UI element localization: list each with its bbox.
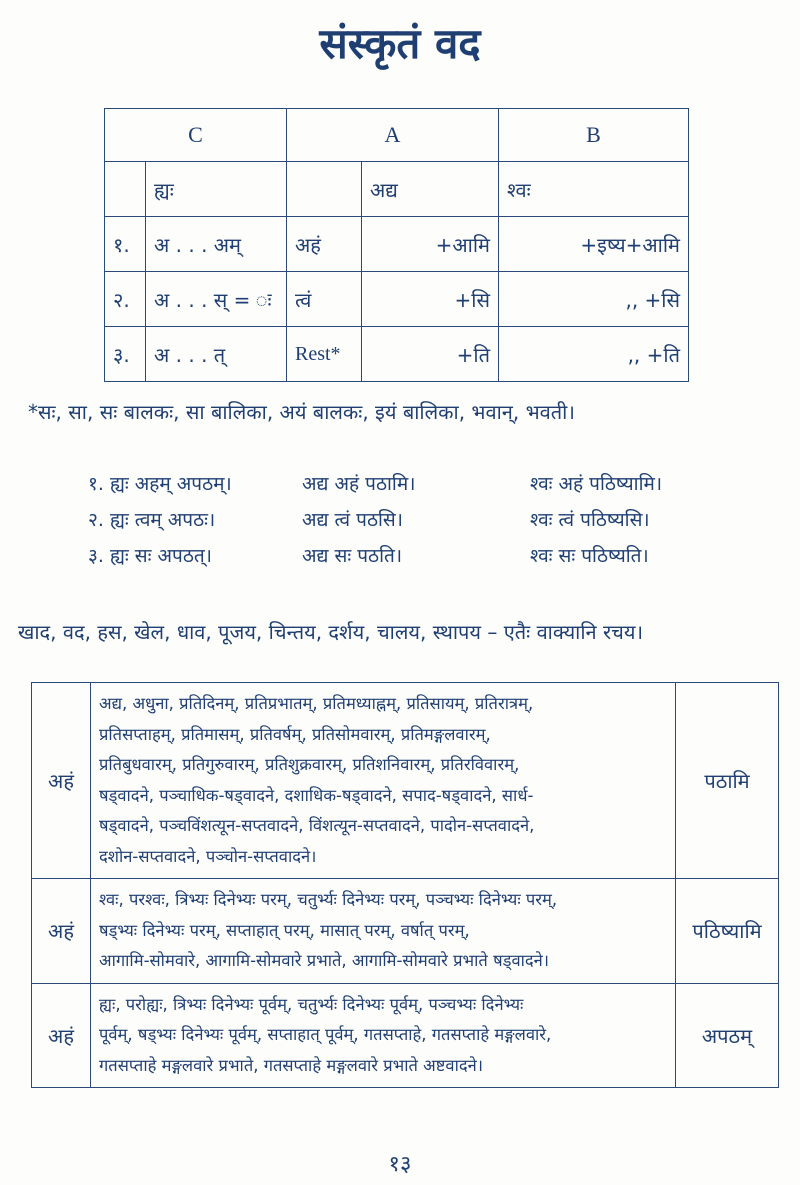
expression-line: पूर्वम्, षड्भ्यः दिनेभ्यः पूर्वम्, सप्ताहात् पूर्वम्, गतसप्ताहे, गतसप्ताहे मङ्गलवारे, [99, 1025, 552, 1044]
present-ending: +ति [362, 327, 499, 382]
time-row-past [32, 983, 779, 1088]
time-row-present [32, 683, 779, 879]
past-ending: अ . . . स् = ः [146, 272, 287, 327]
example-present: अद्य अहं पठामि। [302, 473, 416, 495]
future-ending: ,, +सि [499, 272, 689, 327]
future-ending: +इष्य+आमि [499, 217, 689, 272]
subject: अहं [32, 983, 91, 1088]
conjugation-row [105, 217, 689, 272]
example-row [0, 506, 800, 542]
row-number: २. [105, 272, 146, 327]
expression-line: श्वः, परश्वः, त्रिभ्यः दिनेभ्यः परम्, चतुर्भ्यः दिनेभ्यः परम्, पञ्चभ्यः दिनेभ्यः परम्, [99, 890, 558, 909]
past-label: ह्यः [146, 162, 287, 217]
example-past: १. ह्यः अहम् अपठम्। [88, 473, 232, 495]
example-present: अद्य त्वं पठसि। [302, 509, 403, 531]
conjugation-header-row [105, 109, 689, 162]
example-row [0, 542, 800, 578]
footnote: *सः, सा, सः बालकः, सा बालिका, अयं बालकः, इयं बालिका, भवान्, भवती। [28, 400, 575, 424]
blank-cell [287, 162, 362, 217]
expression-line: प्रतिबुधवारम्, प्रतिगुरुवारम्, प्रतिशुक्रवारम्, प्रतिशनिवारम्, प्रतिरविवारम्, [99, 755, 520, 774]
present-ending: +सि [362, 272, 499, 327]
expression-line: दशोन-सप्तवादने, पञ्चोन-सप्तवादने। [99, 846, 317, 866]
example-future: श्वः अहं पठिष्यामि। [530, 473, 663, 495]
time-row-future [32, 879, 779, 984]
column-b-header: B [499, 109, 689, 162]
subject: अहं [32, 879, 91, 984]
subject: अहं [32, 683, 91, 879]
pronoun: Rest* [287, 327, 362, 382]
conjugation-table [104, 108, 689, 382]
row-number: ३. [105, 327, 146, 382]
verb-form: अपठम् [676, 983, 779, 1088]
present-ending: +आमि [362, 217, 499, 272]
pronoun: अहं [287, 217, 362, 272]
present-label: अद्य [362, 162, 499, 217]
page-title: संस्कृतं वद [319, 19, 481, 68]
expression-line: षड्भ्यः दिनेभ्यः परम्, सप्ताहात् परम्, मासात् परम्, वर्षात् परम्, [99, 920, 470, 940]
page-number: १३ [388, 1152, 412, 1177]
example-past: २. ह्यः त्वम् अपठः। [88, 509, 216, 531]
time-expressions-table [31, 682, 779, 1088]
column-c-header: C [105, 109, 287, 162]
time-expressions [91, 879, 676, 984]
past-ending: अ . . . अम् [146, 217, 287, 272]
expression-line: षड्वादने, पञ्चविंशत्यून-सप्तवादने, विंशत्यून-सप्तवादने, पादोन-सप्तवादने, [99, 816, 535, 835]
example-present: अद्य सः पठति। [302, 545, 403, 567]
column-a-header: A [287, 109, 499, 162]
future-ending: ,, +ति [499, 327, 689, 382]
time-expressions [91, 683, 676, 879]
row-number: १. [105, 217, 146, 272]
expression-line: प्रतिसप्ताहम्, प्रतिमासम्, प्रतिवर्षम्, प्रतिसोमवारम्, प्रतिमङ्गलवारम्, [99, 724, 491, 744]
expression-line: षड्वादने, पञ्चाधिक-षड्वादने, दशाधिक-षड्वादने, सपाद-षड्वादने, सार्ध- [99, 785, 534, 805]
example-future: श्वः त्वं पठिष्यसि। [530, 509, 650, 531]
example-past: ३. ह्यः सः अपठत्। [88, 545, 212, 567]
expression-line: आगामि-सोमवारे, आगामि-सोमवारे प्रभाते, आगामि-सोमवारे प्रभाते षड्वादने। [99, 951, 550, 970]
blank-cell [105, 162, 146, 217]
conjugation-subheader-row [105, 162, 689, 217]
verb-form: पठिष्यामि [676, 879, 779, 984]
verbs-exercise: खाद, वद, हस, खेल, धाव, पूजय, चिन्तय, दर्शय, चालय, स्थापय – एतैः वाक्यानि रचय। [18, 620, 644, 644]
past-ending: अ . . . त् [146, 327, 287, 382]
expression-line: ह्यः, परोह्यः, त्रिभ्यः दिनेभ्यः पूर्वम्, चतुर्भ्यः दिनेभ्यः पूर्वम्, पञ्चभ्यः दिनेभ्यः [99, 994, 524, 1014]
example-row [0, 470, 800, 506]
verb-form: पठामि [676, 683, 779, 879]
future-label: श्वः [499, 162, 689, 217]
conjugation-row [105, 327, 689, 382]
expression-line: गतसप्ताहे मङ्गलवारे प्रभाते, गतसप्ताहे मङ्गलवारे प्रभाते अष्टवादने। [99, 1055, 484, 1075]
conjugation-row [105, 272, 689, 327]
expression-line: अद्य, अधुना, प्रतिदिनम्, प्रतिप्रभातम्, प्रतिमध्याह्नम्, प्रतिसायम्, प्रतिरात्रम्, [99, 694, 534, 713]
time-expressions [91, 983, 676, 1088]
example-future: श्वः सः पठिष्यति। [530, 545, 649, 567]
pronoun: त्वं [287, 272, 362, 327]
